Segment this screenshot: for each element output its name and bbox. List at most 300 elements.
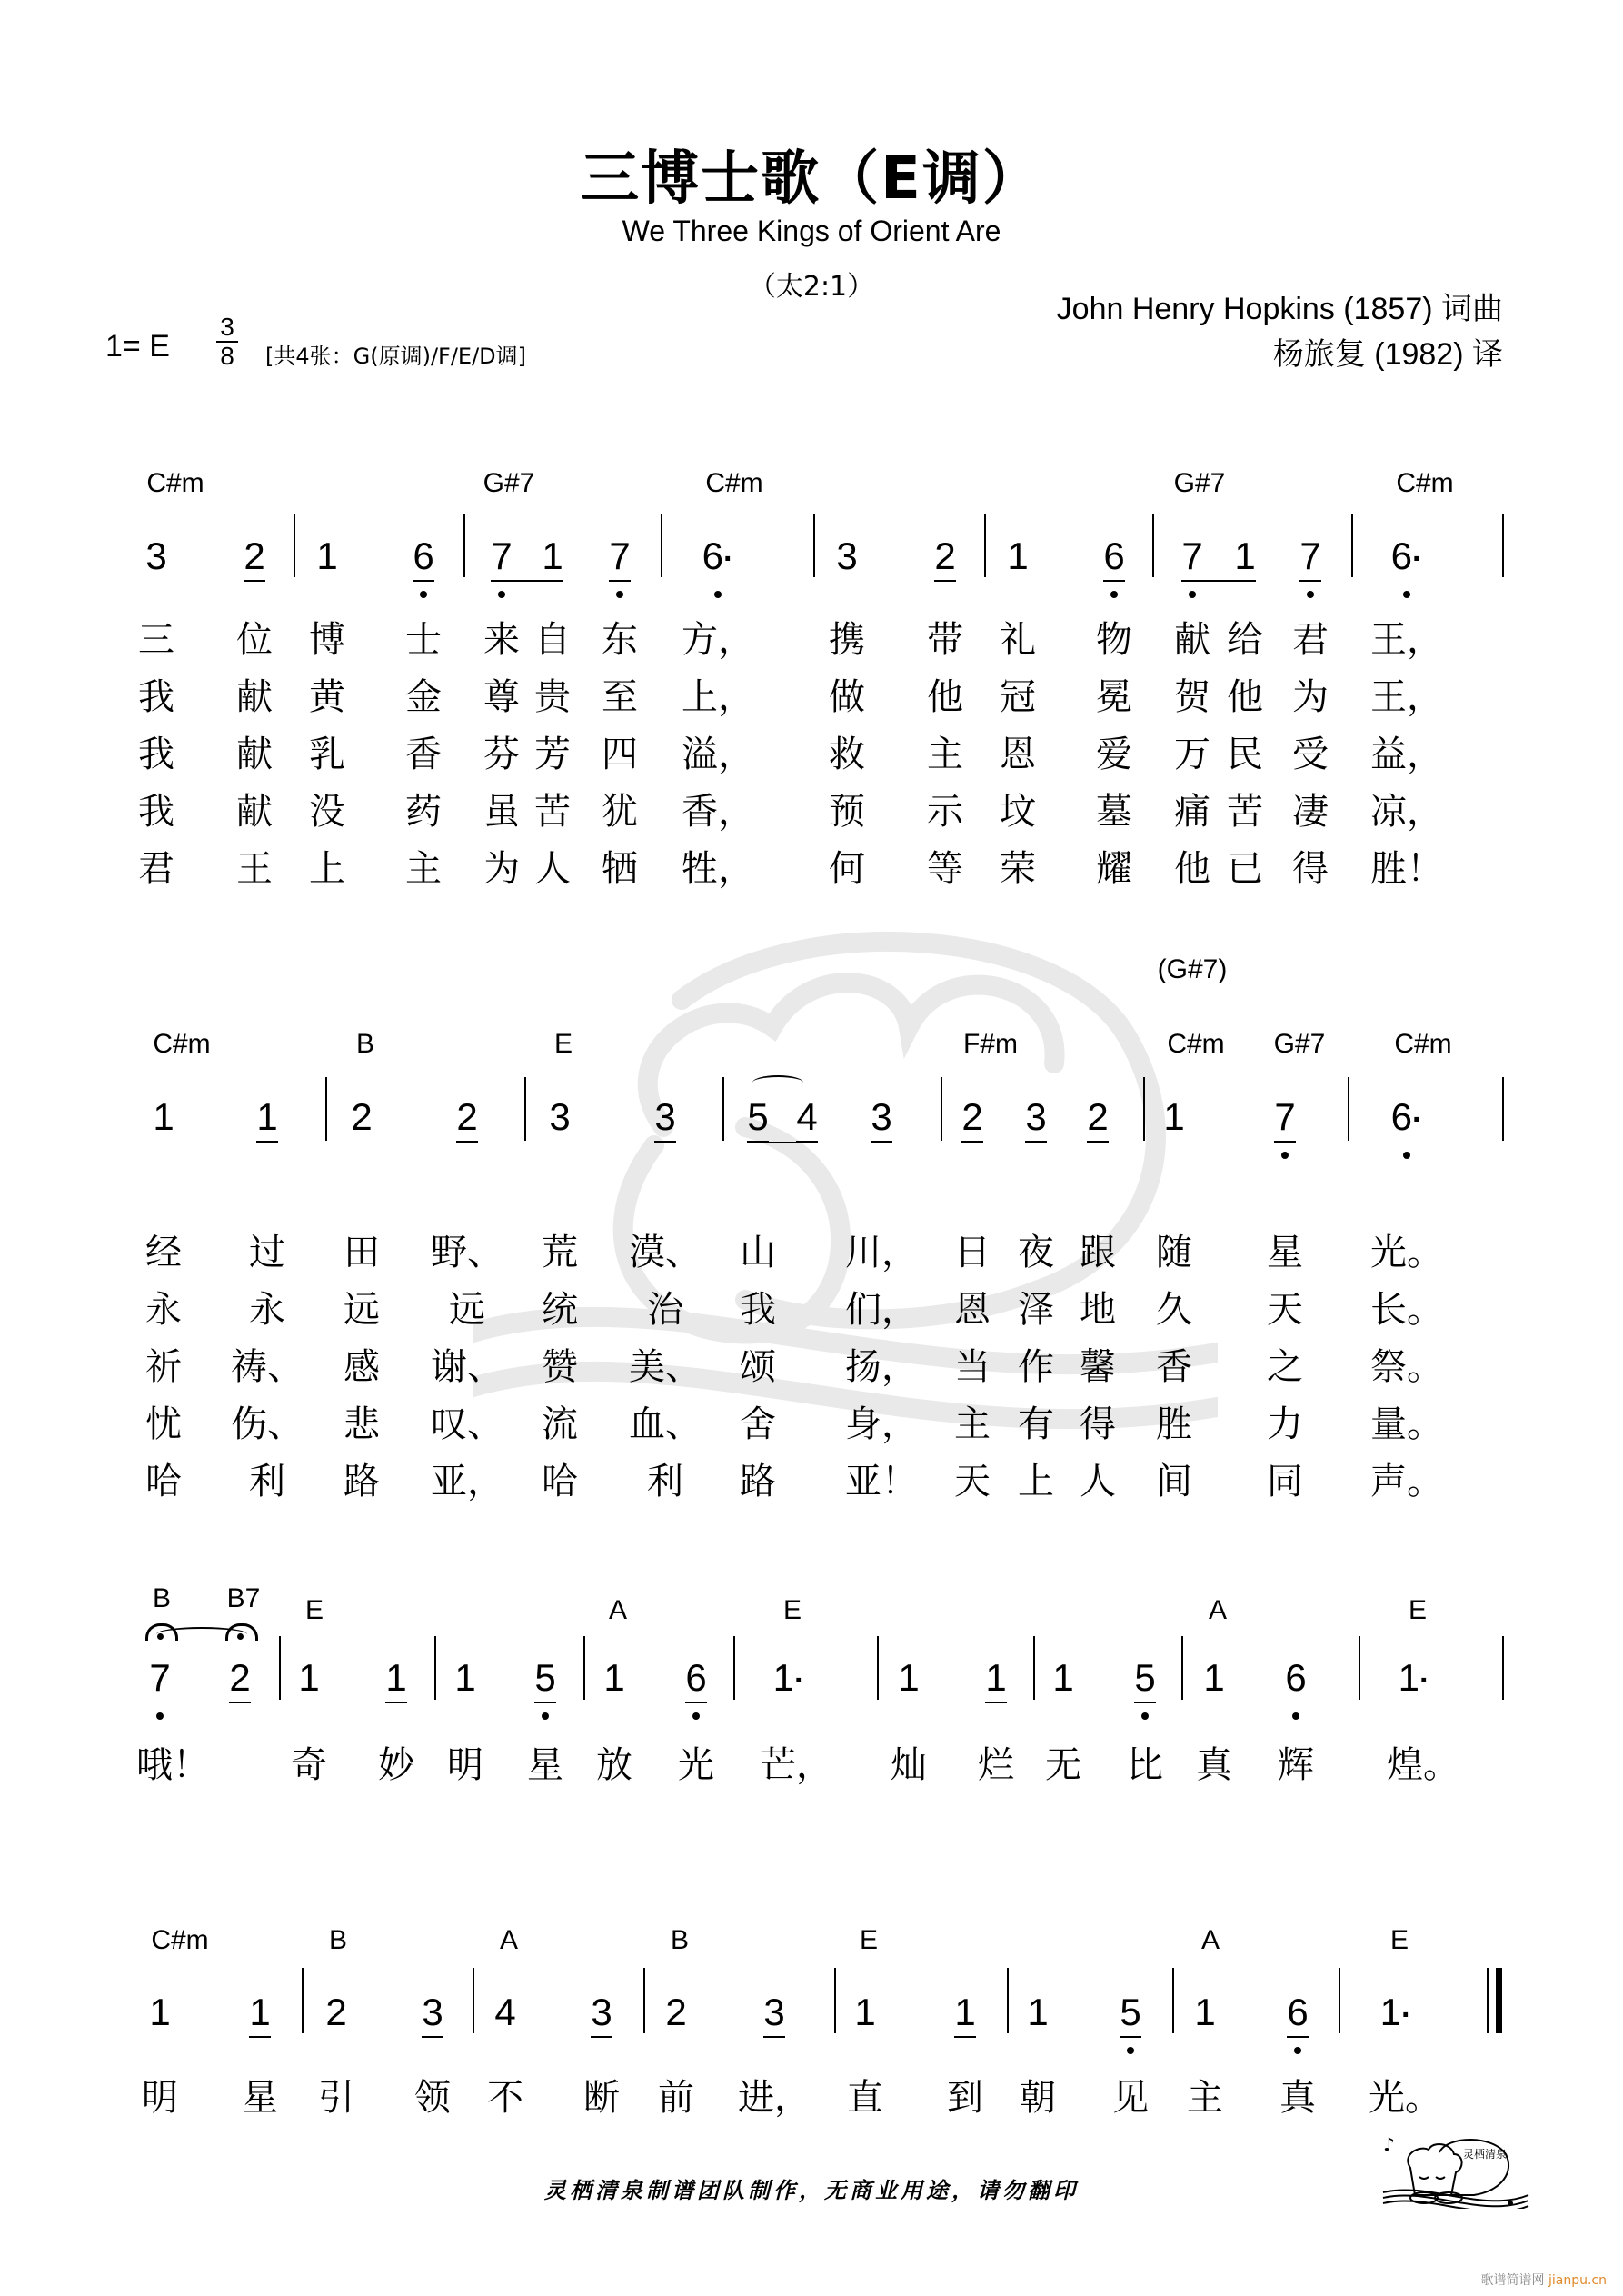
lower-octave-dot (1403, 1152, 1410, 1159)
publisher-logo (1374, 2127, 1538, 2209)
note-digit: 1 (1194, 1991, 1216, 2033)
lyric-char: 预 (829, 791, 865, 833)
bar-line (1502, 514, 1504, 577)
lyric-char: 献 (236, 676, 273, 718)
underline-eighth (1025, 1141, 1047, 1143)
bar-line (722, 1077, 724, 1141)
note (487, 1991, 523, 2034)
underline-eighth (934, 580, 956, 582)
note (1369, 1991, 1423, 2034)
underline-eighth (413, 580, 434, 582)
bar-line (1181, 1636, 1183, 1700)
note (527, 1656, 563, 1700)
underline-eighth (1274, 1141, 1296, 1143)
lyric-char: 野、 (431, 1232, 503, 1273)
note (789, 1095, 825, 1139)
lyric-char: 金 (405, 676, 442, 718)
bar-line (813, 514, 815, 577)
lyric-char: 叹、 (431, 1403, 503, 1445)
note-digit: 6 (1103, 534, 1125, 577)
note (1156, 1095, 1192, 1139)
note-digit: 3 (549, 1095, 571, 1138)
lower-octave-dot (1127, 2047, 1134, 2054)
lyric-char: 泽 (1018, 1289, 1054, 1331)
note-digit: 1 (1234, 534, 1256, 577)
lyric-char: 朝 (1020, 2077, 1056, 2119)
lyric-char: 跟 (1080, 1232, 1116, 1273)
lower-octave-dot (420, 591, 427, 598)
lyric-char: 灿 (891, 1744, 927, 1786)
lower-octave-dot (714, 591, 722, 598)
lyric-char: 礼 (1000, 619, 1036, 661)
bar-line (302, 1968, 304, 2033)
lyric-char: 人 (534, 848, 571, 890)
note (138, 534, 174, 578)
lyric-char: 光。 (1370, 1232, 1443, 1273)
note-digit: 2 (325, 1991, 347, 2033)
lower-octave-dot (498, 591, 505, 598)
note (947, 1991, 983, 2034)
lyric-char: 受 (1292, 734, 1329, 775)
bar-line (1172, 1968, 1174, 2033)
lyric-char: 力 (1267, 1403, 1303, 1445)
underline-eighth (1134, 1702, 1156, 1703)
note-digit: 2 (1087, 1095, 1109, 1138)
augmentation-dot: · (1419, 1663, 1430, 1698)
lyric-char: 荒 (542, 1232, 578, 1273)
chord-symbol: G#7 (1273, 1029, 1326, 1059)
note-digit: 4 (494, 1991, 516, 2033)
chord-symbol: A (1200, 1925, 1220, 1955)
note (1387, 1656, 1441, 1700)
lyric-char: 献 (236, 734, 273, 775)
underline-eighth (244, 580, 265, 582)
lyric-char: 到 (947, 2077, 983, 2119)
note (1096, 534, 1132, 578)
lyric-char: 牲， (682, 848, 754, 890)
lyric-char: 他 (1174, 848, 1210, 890)
final-barline-thick (1496, 1968, 1502, 2033)
augmentation-dot: · (1401, 1998, 1412, 2032)
chord-symbol: B (328, 1925, 348, 1955)
bar-line (583, 1636, 585, 1700)
note (145, 1095, 182, 1139)
note (405, 534, 442, 578)
note-digit: 7 (1274, 1095, 1296, 1138)
svg-text:♪: ♪ (1383, 2133, 1395, 2155)
svg-text:灵栖清泉: 灵栖清泉 (1463, 2148, 1508, 2161)
lyric-char: 已 (1227, 848, 1263, 890)
augmentation-dot: · (1412, 542, 1423, 576)
underline-eighth (1103, 580, 1125, 582)
chord-symbol: E (859, 1925, 879, 1955)
lyric-char: 上 (1018, 1461, 1054, 1502)
lower-octave-dot (1294, 2047, 1301, 2054)
lyric-char: 星 (1267, 1232, 1303, 1273)
lyric-char: 冕 (1096, 676, 1132, 718)
lyric-char: 自 (534, 619, 571, 661)
note-digit: 7 (149, 1656, 171, 1699)
lyric-char: 献 (1174, 619, 1210, 661)
lyric-char: 明 (142, 2077, 178, 2119)
note-digit: 3 (836, 534, 858, 577)
note (583, 1991, 620, 2034)
note (1000, 534, 1036, 578)
chord-symbol: (G#7) (1157, 954, 1228, 984)
lower-octave-dot (156, 1712, 164, 1720)
lyric-char: 爱 (1096, 734, 1132, 775)
lyric-char: 苦 (534, 791, 571, 833)
chord-symbol: E (1389, 1925, 1409, 1955)
lower-octave-dot (542, 1712, 549, 1720)
note-digit: 6 (702, 534, 724, 577)
note (1379, 1095, 1434, 1139)
lyric-char: 芬 (483, 734, 520, 775)
lyric-char: 比 (1127, 1744, 1163, 1786)
note (483, 534, 520, 578)
lyric-char: 亚！ (845, 1461, 918, 1502)
note (222, 1656, 258, 1700)
bar-line (325, 1077, 327, 1141)
underline-eighth (229, 1702, 251, 1703)
note (1127, 1656, 1163, 1700)
lyric-char: 哈 (145, 1461, 182, 1502)
lyric-char: 至 (602, 676, 638, 718)
lyric-char: 墓 (1096, 791, 1132, 833)
note-digit: 6 (1390, 1095, 1413, 1138)
lyric-char: 哈 (542, 1461, 578, 1502)
time-signature-top: 3 (220, 313, 234, 341)
chord-symbol: C#m (1394, 1029, 1452, 1059)
note (954, 1095, 991, 1139)
underline-eighth (654, 1141, 676, 1143)
beam-group (496, 580, 560, 582)
note (602, 534, 638, 578)
lyric-char: 益， (1370, 734, 1443, 775)
lyric-char: 亚， (431, 1461, 503, 1502)
bar-line (279, 1636, 281, 1700)
lyric-char: 辉 (1278, 1744, 1314, 1786)
underline-eighth (961, 1141, 983, 1143)
lyric-char: 坟 (1000, 791, 1036, 833)
lyric-char: 永 (145, 1289, 182, 1331)
note-digit: 1 (1163, 1095, 1185, 1138)
note (740, 1095, 776, 1139)
lyric-char: 主 (405, 848, 442, 890)
note (534, 534, 571, 578)
note (927, 534, 963, 578)
lyric-char: 无 (1045, 1744, 1081, 1786)
note (678, 1656, 714, 1700)
lyric-char: 东 (602, 619, 638, 661)
note-digit: 5 (747, 1095, 769, 1138)
composer-credit: John Henry Hopkins (1857) 词曲 (1056, 292, 1503, 326)
note-digit: 6 (1390, 534, 1413, 577)
bar-line (1033, 1636, 1035, 1700)
chord-symbol: F#m (963, 1029, 1018, 1059)
note-digit: 1 (985, 1656, 1007, 1699)
lyric-char: 凄 (1292, 791, 1329, 833)
bar-line (643, 1968, 645, 2033)
chord-symbol: B (355, 1029, 375, 1059)
lyric-char: 身， (845, 1403, 918, 1445)
lyric-char: 为 (483, 848, 520, 890)
note (378, 1656, 414, 1700)
lyric-char: 忧 (145, 1403, 182, 1445)
note (1278, 1656, 1314, 1700)
bar-line (294, 514, 295, 577)
chord-symbol: B (152, 1583, 172, 1613)
note-digit: 1 (898, 1656, 920, 1699)
lyric-char: 远 (344, 1289, 380, 1331)
note-digit: 3 (422, 1991, 443, 2033)
chord-symbol: A (499, 1925, 519, 1955)
underline-eighth (1087, 1141, 1109, 1143)
note-digit: 6 (685, 1656, 707, 1699)
note-digit: 3 (654, 1095, 676, 1138)
key-variants-note: [共4张：G(原调)/F/E/D调] (265, 344, 527, 369)
lyric-char: 烂 (978, 1744, 1014, 1786)
song-title: 三博士歌（E调） (581, 145, 1042, 213)
note-digit: 1 (1027, 1991, 1049, 2033)
lyric-char: 香 (405, 734, 442, 775)
note (863, 1095, 900, 1139)
lyric-char: 示 (927, 791, 963, 833)
lyric-char: 利 (249, 1461, 285, 1502)
note (647, 1095, 683, 1139)
lyric-char: 领 (414, 2077, 451, 2119)
lyric-char: 真 (1279, 2077, 1316, 2119)
time-signature (214, 314, 240, 370)
note (1227, 534, 1263, 578)
lyric-char: 放 (596, 1744, 632, 1786)
lyric-char: 之 (1267, 1346, 1303, 1388)
note (242, 1991, 278, 2034)
underline-eighth (591, 2036, 612, 2038)
site-watermark-url[interactable]: jianpu.cn (1548, 2273, 1607, 2288)
lyric-char: 地 (1080, 1289, 1116, 1331)
lyric-char: 田 (344, 1232, 380, 1273)
note-digit: 2 (961, 1095, 983, 1138)
note (236, 534, 273, 578)
lyric-char: 天 (1267, 1289, 1303, 1331)
note-digit: 2 (665, 1991, 687, 2033)
lyric-char: 虽 (483, 791, 520, 833)
note-digit: 2 (244, 534, 265, 577)
note-digit: 6 (1285, 1656, 1307, 1699)
lyric-char: 救 (829, 734, 865, 775)
bar-line (1359, 1636, 1360, 1700)
lyric-char: 上， (682, 676, 754, 718)
lyric-char: 君 (138, 848, 174, 890)
lyric-char: 舍 (740, 1403, 776, 1445)
note (142, 1656, 178, 1700)
lyric-char: 永 (249, 1289, 285, 1331)
note-digit: 6 (1287, 1991, 1309, 2033)
lyric-char: 苦 (1227, 791, 1263, 833)
lyric-char: 等 (927, 848, 963, 890)
lyric-char: 经 (145, 1232, 182, 1273)
site-watermark (1481, 2271, 1607, 2289)
underline-eighth (954, 2036, 976, 2038)
note-digit: 3 (1025, 1095, 1047, 1138)
lyric-char: 同 (1267, 1461, 1303, 1502)
final-barline-thin (1487, 1968, 1489, 2033)
note-digit: 4 (796, 1095, 818, 1138)
lyric-char: 贺 (1174, 676, 1210, 718)
lyric-char: 奇 (291, 1744, 327, 1786)
note-digit: 1 (256, 1095, 278, 1138)
note-digit: 1 (772, 1656, 795, 1699)
lyric-char: 民 (1227, 734, 1263, 775)
fermata-dot (157, 1633, 164, 1640)
chord-symbol: C#m (153, 1029, 211, 1059)
underline-eighth (1287, 2036, 1309, 2038)
lyric-char: 真 (1196, 1744, 1232, 1786)
chord-symbol: C#m (146, 468, 204, 498)
lyric-char: 得 (1080, 1403, 1116, 1445)
lyric-char: 位 (236, 619, 273, 661)
note (596, 1656, 632, 1700)
note-digit: 7 (1299, 534, 1321, 577)
lower-octave-dot (1281, 1152, 1289, 1159)
note (1187, 1991, 1223, 2034)
lyric-char: 主 (1187, 2077, 1223, 2119)
lyric-char: 祭。 (1370, 1346, 1443, 1388)
lyric-char: 声。 (1370, 1461, 1443, 1502)
lower-octave-dot (1189, 591, 1196, 598)
lyric-char: 直 (847, 2077, 883, 2119)
lyric-char: 统 (542, 1289, 578, 1331)
note (658, 1991, 694, 2034)
lyric-char: 有 (1018, 1403, 1054, 1445)
note-digit: 7 (491, 534, 513, 577)
lyric-char: 耀 (1096, 848, 1132, 890)
lyric-char: 间 (1156, 1461, 1192, 1502)
note-digit: 5 (534, 1656, 556, 1699)
note (1112, 1991, 1149, 2034)
bar-line (1143, 1077, 1145, 1141)
lyric-char: 贵 (534, 676, 571, 718)
lyric-char: 芳 (534, 734, 571, 775)
lyric-char: 祷、 (231, 1346, 304, 1388)
note (414, 1991, 451, 2034)
underline-eighth (422, 2036, 443, 2038)
chord-symbol: C#m (1396, 468, 1454, 498)
bar-line (1351, 514, 1353, 577)
note-digit: 3 (763, 1991, 785, 2033)
lower-octave-dot (1292, 1712, 1299, 1720)
lyric-char: 作 (1018, 1346, 1054, 1388)
note-digit: 1 (1007, 534, 1029, 577)
lyric-char: 美、 (629, 1346, 702, 1388)
note (1020, 1991, 1056, 2034)
lyric-char: 川， (845, 1232, 918, 1273)
underline-eighth (534, 1702, 556, 1703)
lyric-char: 扬， (845, 1346, 918, 1388)
lyric-char: 我 (740, 1289, 776, 1331)
bar-line (1502, 1636, 1504, 1700)
lyric-char: 见 (1112, 2077, 1149, 2119)
note (447, 1656, 483, 1700)
note (249, 1095, 285, 1139)
bar-line (834, 1968, 836, 2033)
lyric-char: 星 (242, 2077, 278, 2119)
bar-line (473, 1968, 474, 2033)
bar-line (877, 1636, 879, 1700)
lyric-char: 凉， (1370, 791, 1443, 833)
note (1196, 1656, 1232, 1700)
lyric-char: 犹 (602, 791, 638, 833)
lyric-char: 他 (927, 676, 963, 718)
note-digit: 1 (603, 1656, 625, 1699)
lower-octave-dot (1307, 591, 1314, 598)
english-subtitle: We Three Kings of Orient Are (622, 215, 1001, 247)
lyric-char: 没 (309, 791, 345, 833)
bar-line (1502, 1077, 1504, 1141)
lyric-char: 治 (647, 1289, 683, 1331)
lyric-char: 当 (954, 1346, 991, 1388)
augmentation-dot: · (723, 542, 734, 576)
chord-symbol: A (608, 1595, 628, 1625)
note-digit: 5 (1120, 1991, 1141, 2033)
chord-symbol: E (1408, 1595, 1428, 1625)
underline-eighth (985, 1702, 1007, 1703)
lyric-char: 献 (236, 791, 273, 833)
note (318, 1991, 354, 2034)
lyric-char: 王， (1370, 619, 1443, 661)
lyric-char: 哦！ (136, 1744, 209, 1786)
note (1267, 1095, 1303, 1139)
fermata-dot (237, 1633, 244, 1640)
lyric-char: 恩 (954, 1289, 991, 1331)
lyric-char: 妙 (378, 1744, 414, 1786)
note (1018, 1095, 1054, 1139)
note (829, 534, 865, 578)
lyric-char: 四 (602, 734, 638, 775)
lyric-char: 上 (309, 848, 345, 890)
lyric-char: 量。 (1370, 1403, 1443, 1445)
note-digit: 3 (871, 1095, 892, 1138)
lyric-char: 进， (738, 2077, 811, 2119)
underline-eighth (763, 2036, 785, 2038)
lyric-char: 乳 (309, 734, 345, 775)
note (1045, 1656, 1081, 1700)
lyric-char: 王 (236, 848, 273, 890)
lyric-char: 万 (1174, 734, 1210, 775)
lyric-char: 随 (1156, 1232, 1192, 1273)
lyric-char: 伤、 (231, 1403, 304, 1445)
lyric-char: 冠 (1000, 676, 1036, 718)
lyric-char: 为 (1292, 676, 1329, 718)
chord-symbol: C#m (705, 468, 763, 498)
lyric-char: 谢、 (431, 1346, 503, 1388)
lyric-char: 断 (583, 2077, 620, 2119)
lyric-char: 方， (682, 619, 754, 661)
note (891, 1656, 927, 1700)
augmentation-dot: · (794, 1663, 805, 1698)
augmentation-dot: · (1412, 1103, 1423, 1137)
chord-symbol: E (553, 1029, 573, 1059)
lower-octave-dot (1141, 1712, 1149, 1720)
lyric-char: 主 (927, 734, 963, 775)
bar-line (434, 1636, 436, 1700)
site-watermark-cn: 歌谱简谱网 (1480, 2273, 1545, 2288)
lyric-char: 路 (740, 1461, 776, 1502)
lyric-char: 恩 (1000, 734, 1036, 775)
note (449, 1095, 485, 1139)
note-digit: 7 (1181, 534, 1203, 577)
